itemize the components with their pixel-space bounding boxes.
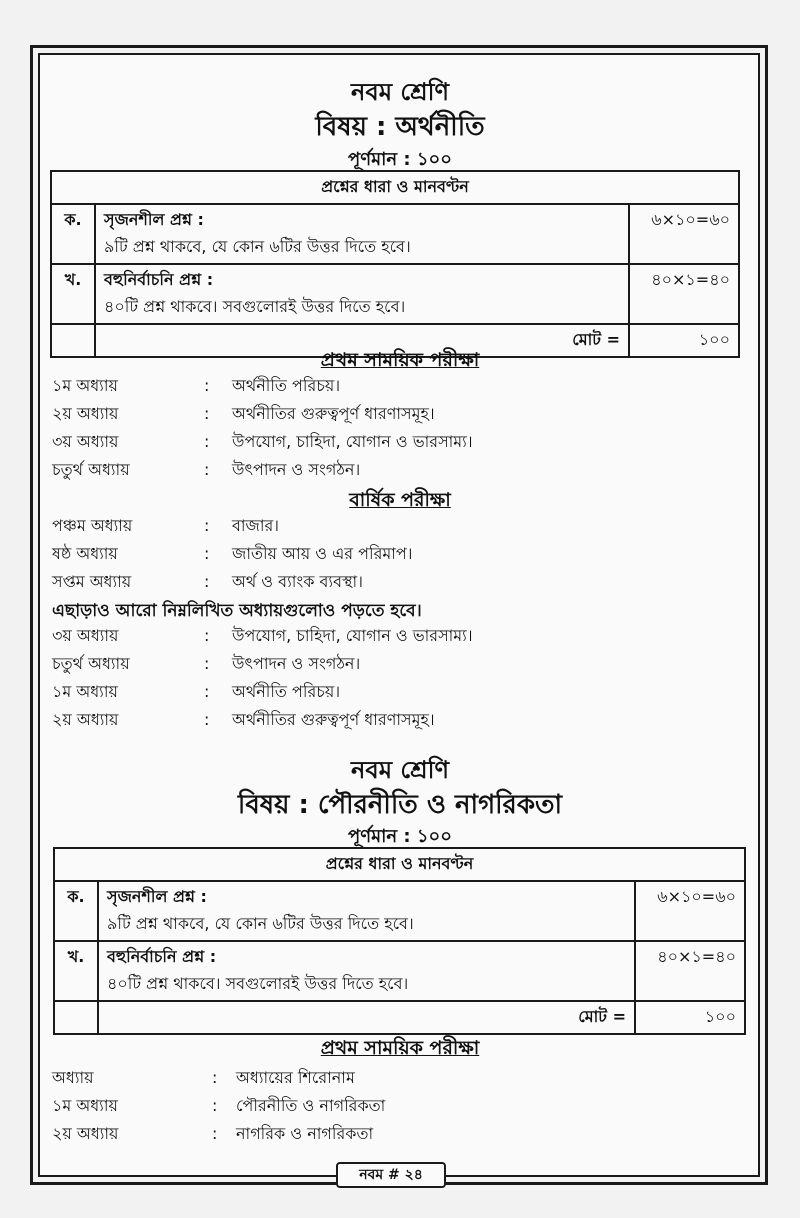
separator: : xyxy=(204,376,210,395)
row-description xyxy=(95,204,629,264)
list-item xyxy=(52,402,752,426)
separator: : xyxy=(204,516,210,535)
chapter-label: ১ম অধ্যায় xyxy=(52,682,118,701)
chapter-topic: জাতীয় আয় ও এর পরিমাপ। xyxy=(232,544,413,563)
marks-table-header: প্রশ্নের ধারা ও মানবণ্টন xyxy=(51,171,739,204)
row-serial: ক. xyxy=(54,881,98,941)
list-item xyxy=(52,1066,752,1090)
list-item xyxy=(52,1094,752,1118)
row-serial: খ. xyxy=(51,264,95,324)
row-description xyxy=(98,941,635,1001)
list-item xyxy=(52,570,752,594)
chapter-topic: উপযোগ, চাহিদা, যোগান ও ভারসাম্য। xyxy=(232,626,473,645)
list-item xyxy=(52,680,752,704)
list-item xyxy=(52,542,752,566)
row-score: ৪০×১=৪০ xyxy=(629,264,739,324)
question-detail: ৪০টি প্রশ্ন থাকবে। সবগুলোরই উত্তর দিতে হবে। xyxy=(104,297,406,316)
row-description xyxy=(95,264,629,324)
full-marks: পূর্ণমান : ১০০ xyxy=(348,149,452,170)
row-serial: ক. xyxy=(51,204,95,264)
marks-table xyxy=(50,170,740,358)
class-title: নবম শ্রেণি xyxy=(351,756,449,784)
separator: : xyxy=(212,1096,218,1115)
table-row xyxy=(54,941,745,1001)
chapter-topic: অধ্যায়ের শিরোনাম xyxy=(236,1068,355,1087)
chapter-label: ১ম অধ্যায় xyxy=(52,1096,118,1115)
chapter-label: ২য় অধ্যায় xyxy=(52,404,119,423)
list-item xyxy=(52,1122,752,1146)
table-total-row xyxy=(54,1001,745,1034)
chapter-label: ১ম অধ্যায় xyxy=(52,376,118,395)
chapter-label: অধ্যায় xyxy=(52,1068,94,1087)
class-title: নবম শ্রেণি xyxy=(351,78,449,106)
list-item xyxy=(52,514,752,538)
separator: : xyxy=(204,710,210,729)
table-row xyxy=(54,881,745,941)
chapter-label: চতুর্থ অধ্যায় xyxy=(52,460,130,479)
row-serial: খ. xyxy=(54,941,98,1001)
marks-table-header: প্রশ্নের ধারা ও মানবণ্টন xyxy=(54,848,745,881)
chapter-label: ৩য় অধ্যায় xyxy=(52,626,119,645)
separator: : xyxy=(204,626,210,645)
separator: : xyxy=(204,432,210,451)
chapter-topic: পৌরনীতি ও নাগরিকতা xyxy=(236,1096,386,1115)
row-score: ৪০×১=৪০ xyxy=(635,941,745,1001)
additional-chapters-note: এছাড়াও আরো নিম্নলিখিত অধ্যায়গুলোও পড়তে হবে। xyxy=(52,601,422,621)
question-type: সৃজনশীল প্রশ্ন : xyxy=(107,887,207,906)
chapter-topic: অর্থ ও ব্যাংক ব্যবস্থা। xyxy=(232,572,363,591)
page-number-label: নবম # ২৪ xyxy=(336,1162,446,1188)
row-score: ৬×১০=৬০ xyxy=(629,204,739,264)
separator: : xyxy=(204,654,210,673)
chapter-topic: অর্থনীতির গুরুত্বপূর্ণ ধারণাসমূহ। xyxy=(232,404,435,423)
question-detail: ৯টি প্রশ্ন থাকবে, যে কোন ৬টির উত্তর দিতে হবে। xyxy=(107,914,414,933)
annual-heading: বার্ষিক পরীক্ষা xyxy=(349,489,451,511)
list-item xyxy=(52,624,752,648)
subject-title: বিষয় : অর্থনীতি xyxy=(315,112,485,142)
separator: : xyxy=(212,1068,218,1087)
question-type: বহুনির্বাচনি প্রশ্ন : xyxy=(107,947,217,966)
chapter-topic: উৎপাদন ও সংগঠন। xyxy=(232,654,361,673)
full-marks: পূর্ণমান : ১০০ xyxy=(348,826,452,847)
subject-title: বিষয় : পৌরনীতি ও নাগরিকতা xyxy=(237,790,563,820)
list-item xyxy=(52,458,752,482)
separator: : xyxy=(204,544,210,563)
chapter-label: ২য় অধ্যায় xyxy=(52,710,119,729)
chapter-topic: অর্থনীতির গুরুত্বপূর্ণ ধারণাসমূহ। xyxy=(232,710,435,729)
chapter-label: পঞ্চম অধ্যায় xyxy=(52,516,133,535)
chapter-label: ষষ্ঠ অধ্যায় xyxy=(52,544,118,563)
marks-table xyxy=(53,847,746,1035)
first-term-heading: প্রথম সাময়িক পরীক্ষা xyxy=(320,1037,480,1059)
question-type: সৃজনশীল প্রশ্ন : xyxy=(104,210,204,229)
table-row xyxy=(51,264,739,324)
chapter-label: সপ্তম অধ্যায় xyxy=(52,572,132,591)
chapter-topic: উপযোগ, চাহিদা, যোগান ও ভারসাম্য। xyxy=(232,432,473,451)
chapter-topic: অর্থনীতি পরিচয়। xyxy=(232,376,341,395)
chapter-topic: উৎপাদন ও সংগঠন। xyxy=(232,460,361,479)
total-label: মোট = xyxy=(98,1001,635,1034)
chapter-label: ৩য় অধ্যায় xyxy=(52,432,119,451)
separator: : xyxy=(204,682,210,701)
question-detail: ৪০টি প্রশ্ন থাকবে। সবগুলোরই উত্তর দিতে হবে। xyxy=(107,974,409,993)
total-value: ১০০ xyxy=(629,324,739,357)
separator: : xyxy=(204,404,210,423)
total-label: মোট = xyxy=(95,324,629,357)
separator: : xyxy=(204,460,210,479)
first-term-heading: প্রথম সাময়িক পরীক্ষা xyxy=(320,349,480,371)
row-score: ৬×১০=৬০ xyxy=(635,881,745,941)
list-item xyxy=(52,708,752,732)
question-type: বহুনির্বাচনি প্রশ্ন : xyxy=(104,270,214,289)
row-description xyxy=(98,881,635,941)
list-item xyxy=(52,430,752,454)
separator: : xyxy=(204,572,210,591)
chapter-topic: নাগরিক ও নাগরিকতা xyxy=(236,1124,374,1143)
list-item xyxy=(52,652,752,676)
chapter-label: ২য় অধ্যায় xyxy=(52,1124,119,1143)
total-value: ১০০ xyxy=(635,1001,745,1034)
list-item xyxy=(52,374,752,398)
question-detail: ৯টি প্রশ্ন থাকবে, যে কোন ৬টির উত্তর দিতে হবে। xyxy=(104,237,411,256)
chapter-topic: অর্থনীতি পরিচয়। xyxy=(232,682,341,701)
table-row xyxy=(51,204,739,264)
chapter-topic: বাজার। xyxy=(232,516,280,535)
chapter-label: চতুর্থ অধ্যায় xyxy=(52,654,130,673)
separator: : xyxy=(212,1124,218,1143)
